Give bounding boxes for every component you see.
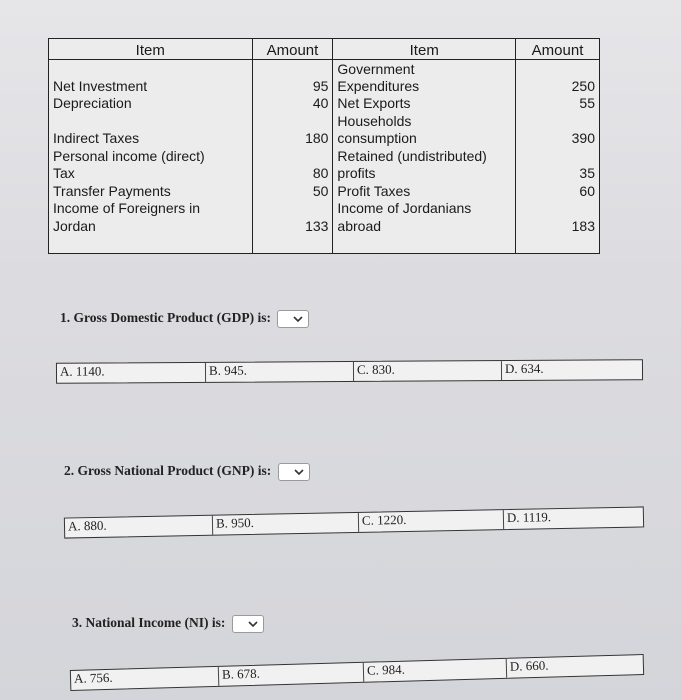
row-amount-right: 183: [516, 217, 600, 235]
question-1-answer-dropdown[interactable]: [277, 310, 309, 328]
table-row: [49, 112, 600, 129]
question-3-option-d[interactable]: D. 660.: [506, 655, 645, 678]
row-amount-right: [516, 112, 600, 129]
row-amount-left: 50: [252, 182, 333, 199]
row-item-left: Personal income (direct): [49, 147, 253, 164]
table-row: [49, 200, 600, 217]
question-2-answer-dropdown[interactable]: [278, 463, 310, 481]
row-amount-right: 390: [516, 130, 600, 147]
question-3-option-a[interactable]: A. 756.: [73, 669, 113, 686]
question-2-text: 2. Gross National Product (GNP) is:: [64, 463, 272, 479]
question-2-option-d[interactable]: D. 1119.: [503, 507, 645, 529]
header-amount-left: Amount: [252, 39, 333, 60]
row-amount-right: 60: [516, 182, 600, 199]
row-amount-right: 35: [516, 165, 600, 182]
row-amount-left: 133: [252, 217, 333, 235]
row-amount-left: [252, 147, 333, 164]
question-1-option-b[interactable]: B. 945.: [205, 362, 352, 382]
row-item-right: Profit Taxes: [333, 182, 516, 199]
row-item-left: [49, 235, 253, 254]
accounts-table: [48, 38, 600, 254]
row-item-right: Net Exports: [333, 95, 516, 112]
row-amount-left: [252, 235, 333, 254]
question-3-options: [70, 654, 644, 691]
table-row: [49, 78, 600, 95]
row-item-right: Households: [333, 112, 516, 129]
row-amount-left: [252, 60, 333, 78]
row-amount-right: 55: [516, 95, 600, 112]
question-2: [64, 463, 310, 481]
table-row: [49, 147, 600, 164]
row-item-left: Income of Foreigners in: [49, 200, 253, 217]
table-row: [49, 95, 600, 112]
row-item-right: Government: [333, 60, 516, 78]
row-item-right: Retained (undistributed): [333, 147, 516, 164]
chevron-down-icon: [248, 621, 258, 628]
question-1-text: 1. Gross Domestic Product (GDP) is:: [60, 310, 271, 326]
row-item-left: Indirect Taxes: [49, 130, 253, 147]
row-amount-left: 80: [252, 165, 333, 182]
question-1-options: [56, 359, 643, 384]
row-item-right: abroad: [333, 217, 516, 235]
table-header-row: [49, 39, 600, 60]
row-item-left: [49, 60, 253, 78]
row-amount-right: [516, 147, 600, 164]
question-1-option-c[interactable]: C. 830.: [353, 361, 500, 381]
chevron-down-icon: [294, 469, 304, 476]
question-1-option-d[interactable]: D. 634.: [501, 360, 643, 380]
row-amount-right: [516, 200, 600, 217]
row-item-left: Depreciation: [49, 95, 253, 112]
row-item-left: Tax: [49, 165, 253, 182]
row-amount-left: 40: [252, 95, 333, 112]
question-2-option-b[interactable]: B. 950.: [212, 513, 357, 535]
question-3-option-b[interactable]: B. 678.: [218, 663, 363, 686]
table-row: [49, 235, 600, 254]
row-amount-left: 95: [252, 78, 333, 95]
row-item-left: Net Investment: [49, 78, 253, 95]
question-1-option-a[interactable]: A. 1140.: [59, 363, 105, 379]
table-row: [49, 130, 600, 147]
table-row: [49, 60, 600, 78]
row-item-right: Expenditures: [333, 78, 516, 95]
chevron-down-icon: [293, 316, 303, 323]
row-item-right: [333, 235, 516, 254]
row-amount-left: [252, 200, 333, 217]
header-amount-right: Amount: [516, 39, 600, 60]
header-item-left: Item: [49, 39, 253, 60]
row-item-left: Jordan: [49, 217, 253, 235]
question-3-option-c[interactable]: C. 984.: [363, 659, 507, 682]
national-accounts-table: [48, 38, 600, 254]
question-1: [60, 310, 309, 328]
row-amount-right: [516, 235, 600, 254]
row-amount-right: [516, 60, 600, 78]
row-item-right: profits: [333, 165, 516, 182]
table-row: [49, 182, 600, 199]
row-amount-left: 180: [252, 130, 333, 147]
question-3: [72, 615, 264, 633]
table-row: [49, 217, 600, 235]
row-item-left: Transfer Payments: [49, 182, 253, 199]
header-item-right: Item: [333, 39, 516, 60]
question-2-option-c[interactable]: C. 1220.: [358, 510, 503, 532]
row-item-left: [49, 112, 253, 129]
question-3-text: 3. National Income (NI) is:: [72, 615, 226, 631]
question-3-answer-dropdown[interactable]: [232, 615, 264, 633]
row-item-right: consumption: [333, 130, 516, 147]
row-amount-left: [252, 112, 333, 129]
question-2-options: [64, 506, 644, 538]
question-2-option-a[interactable]: A. 880.: [67, 517, 107, 534]
row-item-right: Income of Jordanians: [333, 200, 516, 217]
row-amount-right: 250: [516, 78, 600, 95]
table-row: [49, 165, 600, 182]
